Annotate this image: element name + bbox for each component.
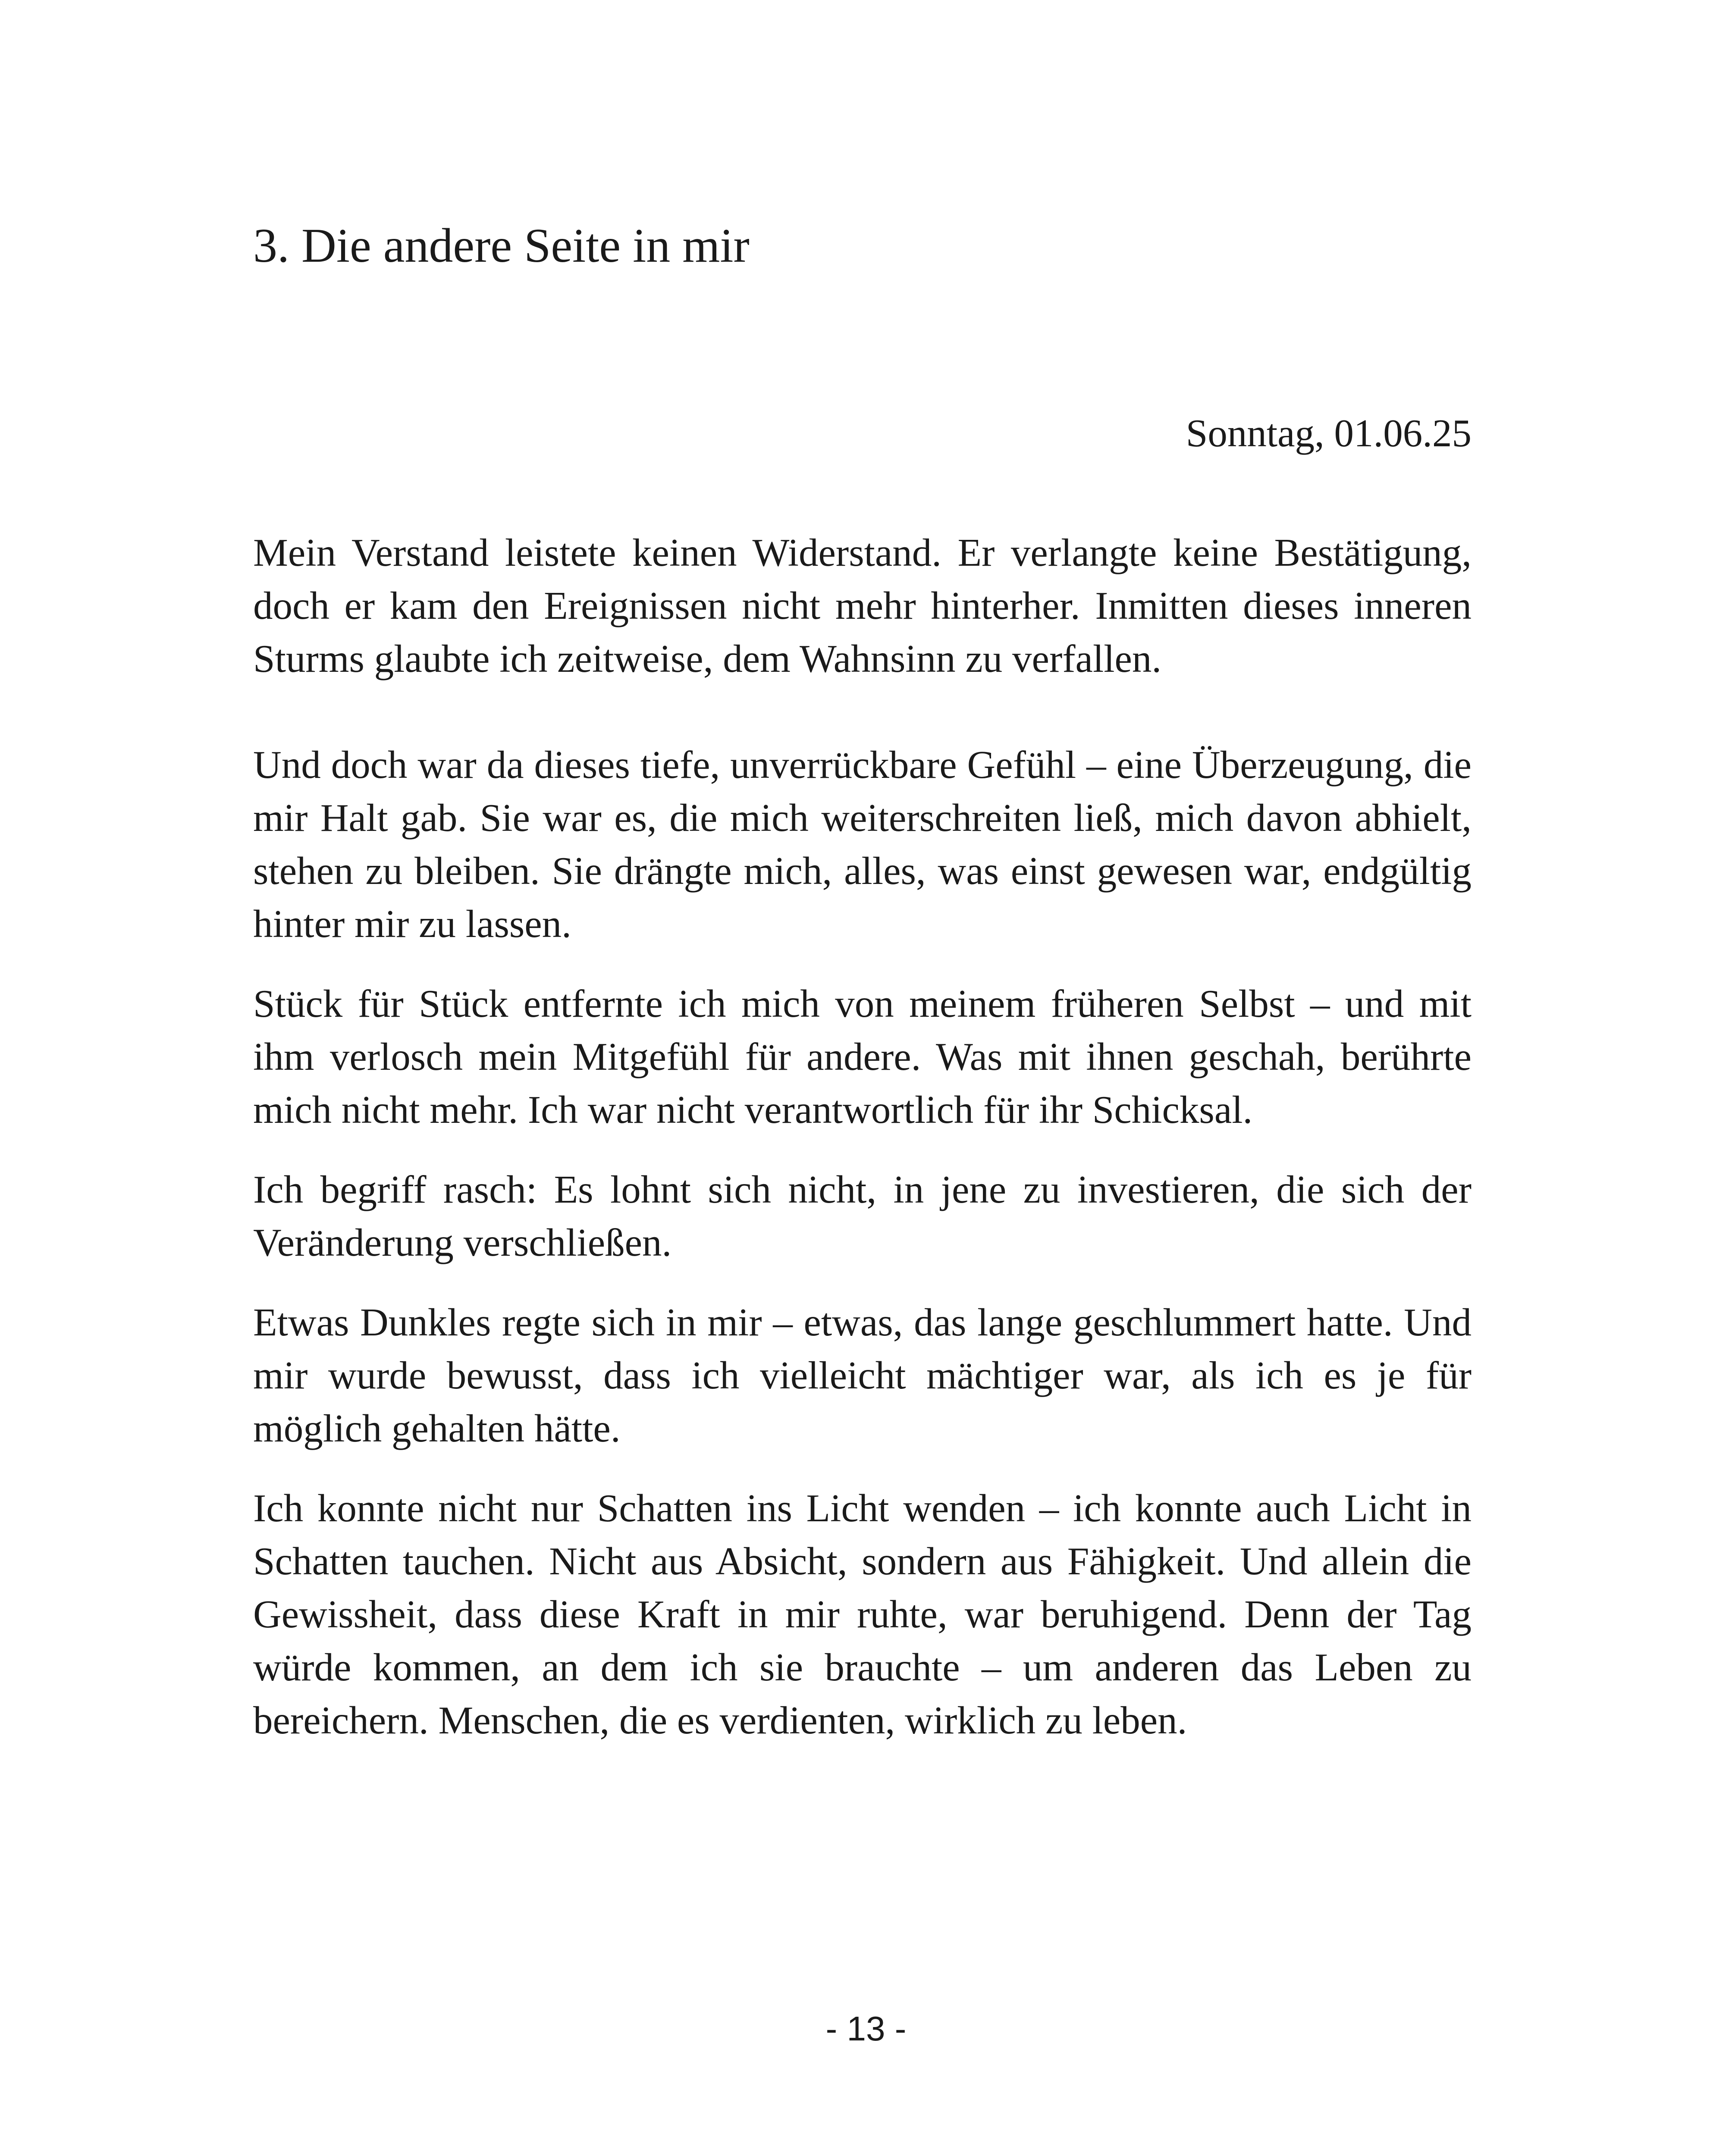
- body-text: [253, 526, 1472, 1774]
- chapter-title: 3. Die andere Seite in mir: [253, 219, 750, 273]
- paragraph-4: Ich begriff rasch: Es lohnt sich nicht, in jene zu investieren, die sich der Veränderung verschließen.: [253, 1168, 1472, 1264]
- page-number: - 13 -: [825, 2009, 907, 2048]
- paragraph-3: Stück für Stück entfernte ich mich von meinem früheren Selbst – und mit ihm verlosch mein Mitgefühl für andere. Was mit ihnen geschah, berührte mich nicht mehr. Ich war nicht verantwortlich für ihr Schicksal.: [253, 982, 1472, 1131]
- paragraph-6: Ich konnte nicht nur Schatten ins Licht wenden – ich konnte auch Licht in Schatten tauchen. Nicht aus Absicht, sondern aus Fähigkeit. Und allein die Gewissheit, dass diese Kraft in mir ruhte, war beruhigend. Denn der Tag würde kommen, an dem ich sie brauchte – um anderen das Leben zu bereichern. Menschen, die es verdienten, wirklich zu leben.: [253, 1486, 1472, 1742]
- entry-date: Sonntag, 01.06.25: [1186, 411, 1472, 455]
- paragraph-1: Mein Verstand leistete keinen Widerstand. Er verlangte keine Bestätigung, doch er kam den Ereignissen nicht mehr hinterher. Inmitten dieses inneren Sturms glaubte ich zeitweise, dem Wahnsinn zu verfallen.: [253, 531, 1472, 680]
- paragraph-5: Etwas Dunkles regte sich in mir – etwas, das lange geschlummert hatte. Und mir wurde bewusst, dass ich vielleicht mächtiger war, als ich es je für möglich gehalten hätte.: [253, 1300, 1472, 1450]
- paragraph-2: Und doch war da dieses tiefe, unverrückbare Gefühl – eine Überzeugung, die mir Halt gab. Sie war es, die mich weiterschreiten ließ, mich davon abhielt, stehen zu bleiben. Sie drängte mich, alles, was einst gewesen war, endgültig hinter mir zu lassen.: [253, 743, 1472, 946]
